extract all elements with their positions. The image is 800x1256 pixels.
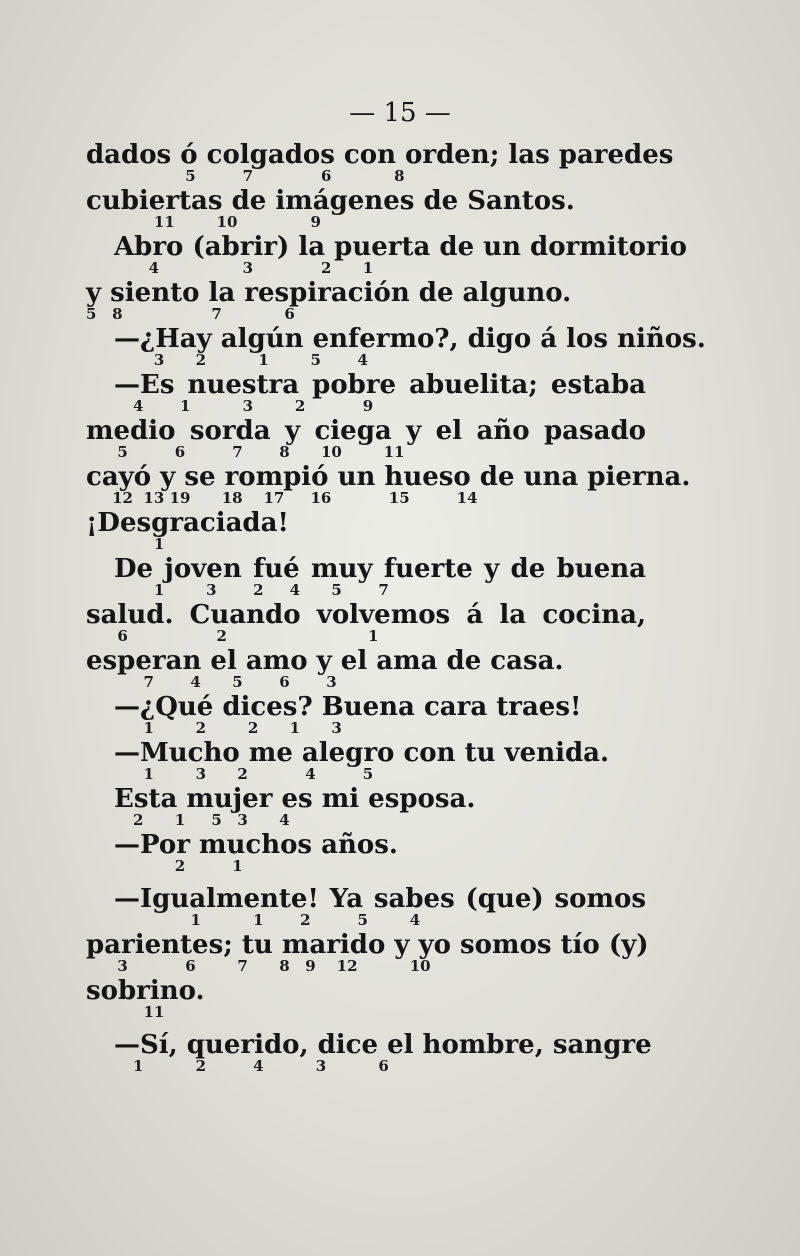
text-line-pair <box>86 692 646 738</box>
text-line: sobrino. <box>86 976 205 1006</box>
text-line-pair <box>86 930 649 976</box>
word-order-numbers: 11 10 9 <box>86 213 321 231</box>
word-order-numbers: 1 1 2 5 4 <box>86 911 421 929</box>
text-block <box>86 140 706 1076</box>
text-line-pair <box>86 784 646 830</box>
text-line-pair <box>86 186 646 232</box>
text-line: dados ó colgados con orden; las paredes <box>86 140 674 170</box>
text-line: cubiertas de imágenes de Santos. <box>86 186 575 216</box>
text-line: medio sorda y ciega y el año pasado <box>86 416 646 446</box>
text-line: y siento la respiración de alguno. <box>86 278 572 308</box>
text-line: —¿Hay algún enfermo?, digo á los niños. <box>114 324 706 354</box>
text-line: —Por muchos años. <box>114 830 398 860</box>
page-number: — 15 — <box>349 98 451 128</box>
word-order-numbers: 3 6 7 8 9 12 10 <box>86 957 431 975</box>
text-line-pair <box>86 462 691 508</box>
text-line-pair <box>86 508 646 554</box>
text-line: cayó y se rompió un hueso de una pierna. <box>86 462 691 492</box>
word-order-numbers: 1 3 2 4 5 <box>86 765 374 783</box>
text-line-pair <box>86 1030 652 1076</box>
text-line: esperan el amo y el ama de casa. <box>86 646 564 676</box>
text-line-pair <box>86 884 646 930</box>
word-order-numbers: 3 2 1 5 4 <box>86 351 368 369</box>
text-line: salud. Cuando volvemos á la cocina, <box>86 600 646 630</box>
text-line-pair <box>86 554 646 600</box>
text-line-pair <box>86 232 687 278</box>
text-line-pair <box>86 370 646 416</box>
word-order-numbers: 5 6 7 8 10 11 <box>86 443 405 461</box>
text-line: —Es nuestra pobre abuelita; estaba <box>114 370 646 400</box>
text-line-pair <box>86 140 674 186</box>
text-line: Abro (abrir) la puerta de un dormitorio <box>114 232 687 262</box>
text-line: ¡Desgraciada! <box>86 508 289 538</box>
text-line-pair <box>86 646 646 692</box>
word-order-numbers: 6 2 1 <box>86 627 379 645</box>
word-order-numbers: 2 1 5 3 4 <box>86 811 290 829</box>
word-order-numbers: 5 8 7 6 <box>86 305 295 323</box>
word-order-numbers: 4 3 2 1 <box>86 259 374 277</box>
text-line: —Mucho me alegro con tu venida. <box>114 738 610 768</box>
word-order-numbers: 11 <box>86 1003 165 1021</box>
text-line-pair <box>86 830 646 876</box>
word-order-numbers: 1 <box>86 535 165 553</box>
word-order-numbers: 1 3 2 4 5 7 <box>86 581 389 599</box>
text-line: De joven fué muy fuerte y de buena <box>114 554 646 584</box>
text-line-pair <box>86 738 646 784</box>
word-order-numbers: 7 4 5 6 3 <box>86 673 337 691</box>
word-order-numbers: 2 1 <box>86 857 243 875</box>
text-line-pair <box>86 324 706 370</box>
word-order-numbers: 1 2 2 1 3 <box>86 719 342 737</box>
word-order-numbers: 12 13 19 18 17 16 15 14 <box>86 489 478 507</box>
word-order-numbers: 1 2 4 3 6 <box>86 1057 389 1075</box>
word-order-numbers: 5 7 6 8 <box>86 167 405 185</box>
text-line-pair <box>86 278 646 324</box>
text-line: parientes; tu marido y yo somos tío (y) <box>86 930 649 960</box>
text-line: Esta mujer es mi esposa. <box>114 784 476 814</box>
text-line: —Igualmente! Ya sabes (que) somos <box>114 884 646 914</box>
text-line-pair <box>86 416 646 462</box>
word-order-numbers: 4 1 3 2 9 <box>86 397 374 415</box>
text-line: —Sí, querido, dice el hombre, sangre <box>114 1030 652 1060</box>
text-line-pair <box>86 600 646 646</box>
text-line-pair <box>86 976 646 1022</box>
text-line: —¿Qué dices? Buena cara traes! <box>114 692 582 722</box>
